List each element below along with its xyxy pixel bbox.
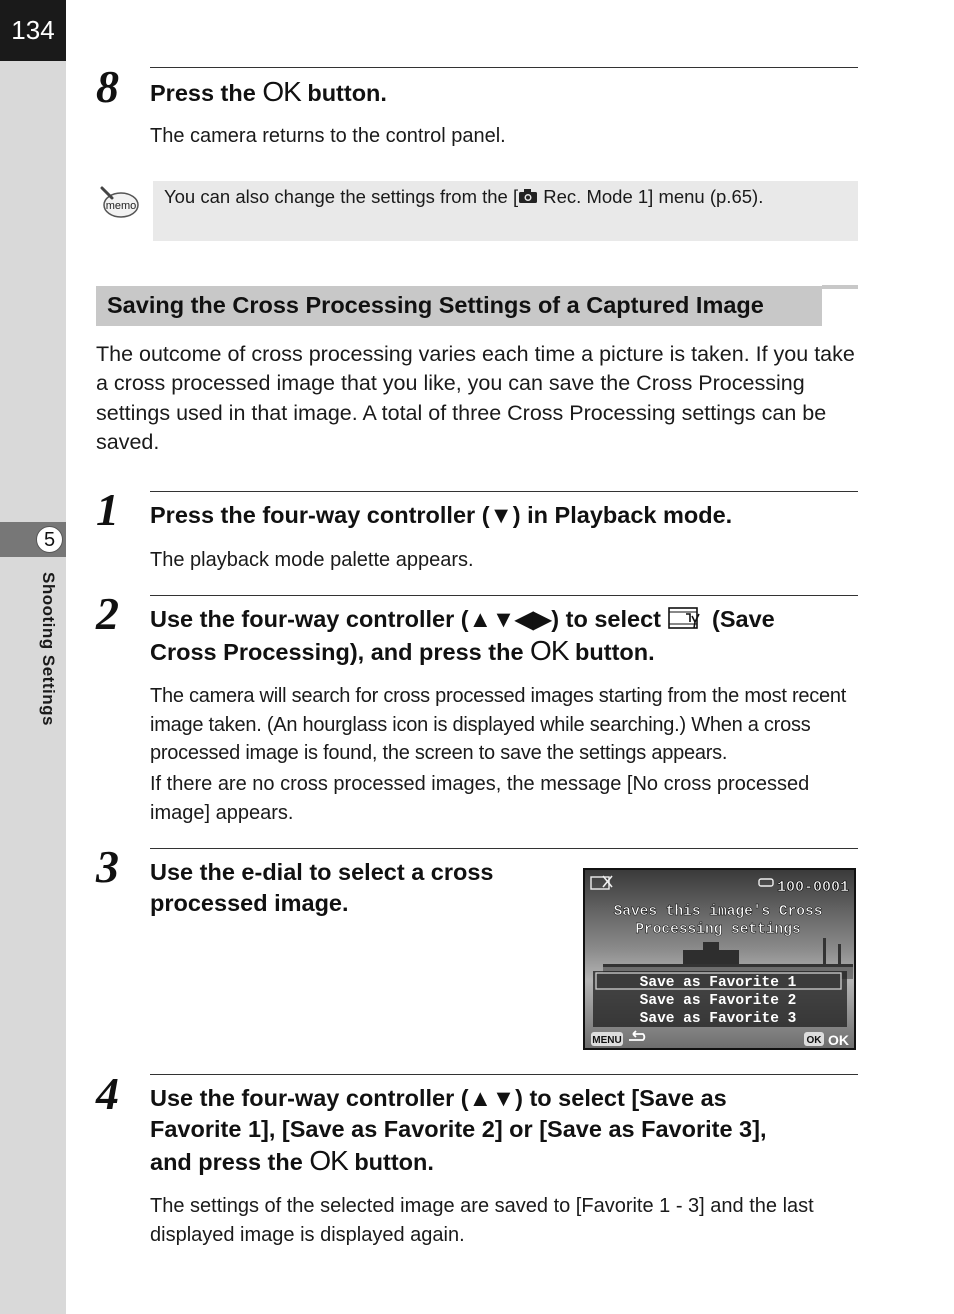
menu-option[interactable]: Save as Favorite 3 [639, 1011, 797, 1027]
svg-text:OK: OK [806, 1035, 822, 1046]
menu-option[interactable]: Save as Favorite 1 [639, 975, 797, 991]
ok-button-symbol: OK [262, 76, 301, 107]
step-title: Use the four-way controller (▲▼◀▶) to select (Save Cross Processing), and press the OK button. [150, 606, 775, 666]
section-title: Saving the Cross Processing Settings of a Captured Image [107, 292, 764, 318]
lcd-message-line2: Processing settings [635, 922, 801, 938]
step-body: The camera will search for cross processed images starting from the most recent image taken. (An hourglass icon is displayed while searching.) When a cross processed image is found, the screen to save the settings appears. [150, 685, 847, 764]
memo-icon [98, 186, 140, 222]
ok-button-symbol: OK [309, 1145, 348, 1176]
step-number: 2 [96, 588, 119, 639]
menu-option[interactable]: Save as Favorite 2 [639, 993, 797, 1009]
lcd-message-line1: Saves this image's Cross [613, 904, 823, 920]
step-title: Press the four-way controller (▼) in Playback mode. [150, 502, 733, 528]
ok-button-symbol: OK [530, 635, 569, 666]
camera-lcd-screen [583, 868, 856, 1050]
step-divider [150, 491, 858, 492]
step-number: 3 [96, 841, 119, 892]
step-body: If there are no cross processed images, the message [No cross processed image] appears. [150, 773, 810, 824]
step-body: The camera returns to the control panel. [150, 125, 506, 147]
step-divider [150, 848, 858, 849]
save-cross-processing-icon [668, 606, 706, 630]
section-heading-rule [822, 285, 858, 289]
step-divider [150, 67, 858, 68]
step-title: Use the four-way controller (▲▼) to select [Save as Favorite 1], [Save as Favorite 2] or [Save as Favorite 3], and press the OK button. [150, 1085, 767, 1176]
step-body: The playback mode palette appears. [150, 549, 474, 571]
menu-button-label: MENU [592, 1035, 622, 1046]
page-number: 134 [0, 0, 66, 61]
memo-text: You can also change the settings from the [ Rec. Mode 1] menu (p.65). [164, 186, 764, 207]
chapter-number: 5 [36, 526, 63, 553]
step-number: 1 [96, 484, 119, 535]
lcd-display [583, 868, 856, 1050]
file-number: 100-0001 [776, 879, 849, 896]
step-divider [150, 595, 858, 596]
chapter-title: Shooting Settings [39, 572, 58, 726]
step-title: Press the OK button. [150, 76, 387, 107]
svg-text:memo: memo [105, 200, 137, 212]
step-number: 4 [96, 1068, 119, 1119]
camera-icon [518, 188, 538, 204]
step-title: Use the e-dial to select a cross processed image. [150, 859, 494, 916]
step-divider [150, 1074, 858, 1075]
step-number: 8 [96, 61, 119, 112]
section-intro: The outcome of cross processing varies each time a picture is taken. If you take a cross processed image that you like, you can save the Cross Processing settings used in that image. A total of three Cross Processing settings can be saved. [96, 342, 855, 454]
ok-label: OK [828, 1032, 849, 1048]
step-body: The settings of the selected image are saved to [Favorite 1 - 3] and the last displayed image is displayed again. [150, 1195, 814, 1246]
